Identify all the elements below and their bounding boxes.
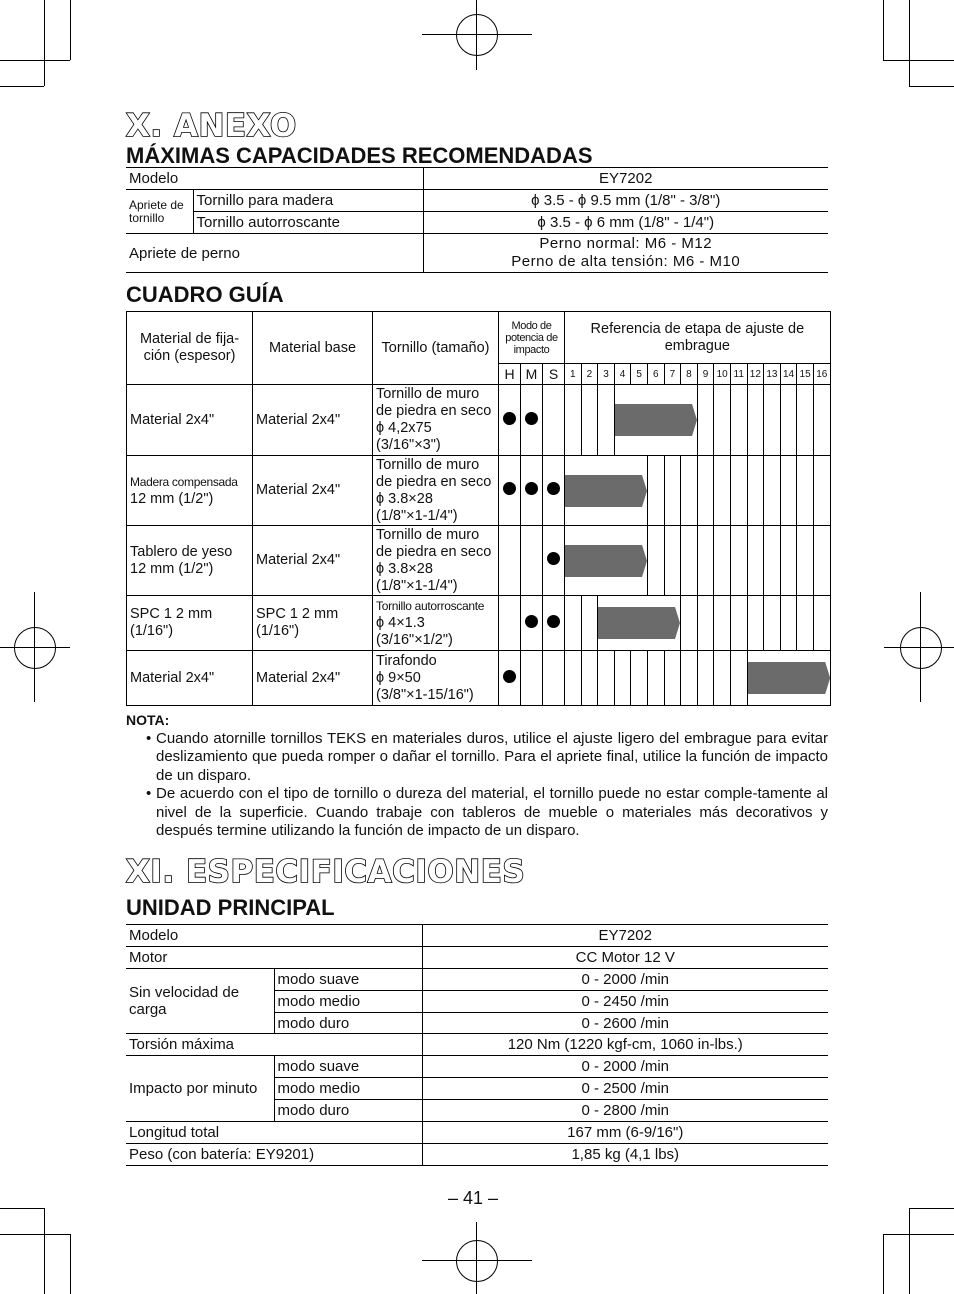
row-tornillo-size: ϕ 4×1.3 <box>376 614 425 631</box>
stage-range-cell <box>565 526 648 596</box>
stage-cell <box>813 526 830 596</box>
stage-cell <box>664 456 681 526</box>
row-tornillo-type: Tornillo autorroscante <box>376 598 485 613</box>
mode-dot-icon <box>503 482 516 495</box>
mode-cell <box>521 526 543 596</box>
stage-cell <box>730 596 747 651</box>
row-tornillo <box>373 651 499 706</box>
mode-dot-icon <box>547 482 560 495</box>
stage-cell <box>565 651 582 706</box>
mode-cell <box>543 385 565 456</box>
row-tornillo <box>373 385 499 456</box>
stage-cell <box>747 385 764 456</box>
stage-range-arrow-icon <box>615 403 697 437</box>
mode-header: H <box>499 364 521 385</box>
specs-table <box>126 924 828 1166</box>
stage-cell <box>797 526 814 596</box>
stage-header: 15 <box>797 364 814 385</box>
stage-cell <box>681 596 698 651</box>
mode-cell <box>521 651 543 706</box>
capacities-title: MÁXIMAS CAPACIDADES RECOMENDADAS <box>126 143 593 168</box>
stage-cell <box>598 385 615 456</box>
stage-cell <box>747 526 764 596</box>
spec-modelo-label: Modelo <box>126 925 422 947</box>
unit-title: UNIDAD PRINCIPAL <box>126 895 335 920</box>
row-fijacion <box>127 526 253 596</box>
stage-cell <box>730 385 747 456</box>
spec-impacto-value: 0 - 2500 /min <box>422 1078 828 1100</box>
stage-cell <box>780 526 797 596</box>
row-fijacion <box>127 596 253 651</box>
spec-modelo-value: EY7202 <box>422 925 828 947</box>
stage-header: 4 <box>614 364 631 385</box>
row-fijacion-main: Material 2x4" <box>130 411 215 428</box>
mode-header: S <box>543 364 565 385</box>
perno-normal: Perno normal: M6 - M12 <box>539 235 713 252</box>
spec-sinvel-mode: modo suave <box>274 968 422 990</box>
stage-cell <box>764 385 781 456</box>
row-fijacion-small: Madera compensada <box>130 474 238 489</box>
spec-impacto-value: 0 - 2000 /min <box>422 1056 828 1078</box>
spec-impacto-mode: modo duro <box>274 1100 422 1122</box>
spec-torsion-value: 120 Nm (1220 kgf-cm, 1060 in-lbs.) <box>422 1034 828 1056</box>
anexo-title: X. ANEXO <box>126 108 297 144</box>
row-tornillo-size: (3/16"×1/2") <box>376 631 453 648</box>
row-tornillo-size: (1/8"×1-1/4") <box>376 507 458 524</box>
row-fijacion-main: 12 mm (1/2") <box>130 490 214 507</box>
stage-range-cell <box>598 596 681 651</box>
guide-row <box>127 526 831 596</box>
spec-impacto-label: Impacto por minuto <box>126 1056 274 1122</box>
spec-longitud-label: Longitud total <box>126 1122 422 1144</box>
specs-title: XI. ESPECIFICACIONES <box>126 854 526 890</box>
guide-title: CUADRO GUÍA <box>126 282 284 307</box>
spec-torsion-label: Torsión máxima <box>126 1034 422 1056</box>
mode-dot-icon <box>525 615 538 628</box>
mode-cell <box>499 596 521 651</box>
stage-range-arrow-icon <box>748 661 830 695</box>
stage-cell <box>697 385 714 456</box>
row-base: Material 2x4" <box>253 456 373 526</box>
stage-cell <box>631 651 648 706</box>
spec-impacto-mode: modo medio <box>274 1078 422 1100</box>
spec-sinvel-value: 0 - 2000 /min <box>422 968 828 990</box>
stage-cell <box>647 456 664 526</box>
row-tornillo <box>373 456 499 526</box>
row-base: Material 2x4" <box>253 526 373 596</box>
mode-cell <box>543 596 565 651</box>
row-fijacion-main: SPC 1 2 mm (1/16") <box>130 606 213 639</box>
stage-cell <box>797 456 814 526</box>
stage-cell <box>730 526 747 596</box>
perno-alta: Perno de alta tensión: M6 - M10 <box>511 253 741 270</box>
stage-cell <box>697 596 714 651</box>
stage-header: 7 <box>664 364 681 385</box>
stage-cell <box>714 385 731 456</box>
guide-row <box>127 651 831 706</box>
row-base: Material 2x4" <box>253 651 373 706</box>
stage-cell <box>647 651 664 706</box>
mode-dot-icon <box>503 670 516 683</box>
stage-range-arrow-icon <box>565 544 647 578</box>
mode-cell <box>521 456 543 526</box>
stage-cell <box>664 526 681 596</box>
mode-cell <box>499 456 521 526</box>
row-tornillo-size: ϕ 4,2x75 <box>376 420 432 436</box>
page-number: – 41 – <box>448 1188 499 1208</box>
guide-row <box>127 596 831 651</box>
row-tornillo-type: Tornillo de muro de piedra en seco <box>376 386 492 419</box>
autorroscante-value: ϕ 3.5 - ϕ 6 mm (1/8" - 1/4") <box>423 212 828 234</box>
stage-cell <box>714 526 731 596</box>
mode-cell <box>499 526 521 596</box>
spec-sinvel-mode: modo duro <box>274 1012 422 1034</box>
spec-motor-label: Motor <box>126 946 422 968</box>
mode-dot-icon <box>547 615 560 628</box>
spec-peso-label: Peso (con batería: EY9201) <box>126 1143 422 1165</box>
spec-impacto-mode: modo suave <box>274 1056 422 1078</box>
stage-cell <box>764 526 781 596</box>
mode-cell <box>521 385 543 456</box>
stage-header: 13 <box>764 364 781 385</box>
stage-header: 5 <box>631 364 648 385</box>
stage-range-cell <box>614 385 697 456</box>
cap-modelo-label: Modelo <box>126 168 423 190</box>
stage-cell <box>747 456 764 526</box>
capacities-table <box>126 167 828 273</box>
stage-cell <box>581 385 598 456</box>
mode-cell <box>499 651 521 706</box>
row-tornillo-size: (3/8"×1-15/16") <box>376 686 474 703</box>
stage-header: 11 <box>730 364 747 385</box>
spec-sinvel-label: Sin velocidad de carga <box>126 968 274 1034</box>
header-modo: Modo de potencia de impacto <box>499 312 565 364</box>
stage-cell <box>780 596 797 651</box>
stage-cell <box>813 596 830 651</box>
stage-cell <box>813 456 830 526</box>
row-tornillo-size: ϕ 3.8×28 <box>376 560 433 577</box>
stage-cell <box>697 456 714 526</box>
row-fijacion <box>127 456 253 526</box>
header-referencia: Referencia de etapa de ajuste de embrague <box>565 312 831 364</box>
stage-cell <box>598 651 615 706</box>
stage-header: 6 <box>647 364 664 385</box>
stage-cell <box>730 456 747 526</box>
stage-cell <box>714 651 731 706</box>
stage-cell <box>565 385 582 456</box>
stage-header: 3 <box>598 364 615 385</box>
guide-table <box>126 311 831 706</box>
stage-cell <box>730 651 747 706</box>
stage-cell <box>780 385 797 456</box>
stage-cell <box>780 456 797 526</box>
guide-row <box>127 385 831 456</box>
mode-cell <box>499 385 521 456</box>
nota-bullet-1: • Cuando atornille tornillos TEKS en materiales duros, utilice el ajuste ligero del embrague para evitar deslizamiento que pueda romper o dañar el tornillo. Para el apriete final, utilice la función de impacto de un disparo. <box>146 729 828 784</box>
stage-range-arrow-icon <box>598 606 680 640</box>
stage-cell <box>681 456 698 526</box>
stage-header: 1 <box>565 364 582 385</box>
mode-cell <box>543 526 565 596</box>
nota-title: NOTA: <box>126 712 170 728</box>
row-fijacion <box>127 651 253 706</box>
madera-value: ϕ 3.5 - ϕ 9.5 mm (1/8" - 3/8") <box>423 190 828 212</box>
spec-longitud-value: 167 mm (6-9/16") <box>422 1122 828 1144</box>
stage-header: 10 <box>714 364 731 385</box>
stage-cell <box>681 651 698 706</box>
stage-cell <box>664 651 681 706</box>
stage-cell <box>714 596 731 651</box>
stage-cell <box>764 456 781 526</box>
spec-sinvel-mode: modo medio <box>274 990 422 1012</box>
perno-label: Apriete de perno <box>126 234 423 273</box>
row-fijacion-main: Material 2x4" <box>130 669 215 686</box>
mode-cell <box>521 596 543 651</box>
stage-cell <box>797 596 814 651</box>
nota-bullet-2: • De acuerdo con el tipo de tornillo o dureza del material, el tornillo puede no estar comple-tamente al nivel de la superficie. Cuando trabaje con tableros de mueble o materiales más decorativos y después termine utilizando la función de impacto de un disparo. <box>146 785 828 839</box>
mode-dot-icon <box>525 482 538 495</box>
stage-cell <box>714 456 731 526</box>
madera-label: Tornillo para madera <box>193 190 423 212</box>
nota <box>126 711 828 841</box>
spec-sinvel-value: 0 - 2450 /min <box>422 990 828 1012</box>
header-fijacion: Material de fija-ción (espesor) <box>127 312 253 385</box>
autorroscante-label: Tornillo autorroscante <box>193 212 423 234</box>
header-tornillo: Tornillo (tamaño) <box>373 312 499 385</box>
stage-header: 8 <box>681 364 698 385</box>
stage-cell <box>565 596 582 651</box>
mode-header: M <box>521 364 543 385</box>
row-tornillo-size: ϕ 9×50 <box>376 669 421 686</box>
stage-header: 9 <box>697 364 714 385</box>
mode-dot-icon <box>525 412 538 425</box>
stage-cell <box>614 651 631 706</box>
mode-dot-icon <box>547 552 560 565</box>
spec-motor-value: CC Motor 12 V <box>422 946 828 968</box>
row-tornillo-type: Tornillo de muro de piedra en seco <box>376 456 492 490</box>
stage-header: 2 <box>581 364 598 385</box>
apriete-tornillo-label: Apriete de tornillo <box>126 190 193 234</box>
cap-modelo-value: EY7202 <box>423 168 828 190</box>
stage-header: 12 <box>747 364 764 385</box>
spec-peso-value: 1,85 kg (4,1 lbs) <box>422 1143 828 1165</box>
stage-cell <box>581 596 598 651</box>
stage-cell <box>797 385 814 456</box>
stage-cell <box>697 651 714 706</box>
row-tornillo-size: (3/16"×3") <box>376 437 441 453</box>
row-tornillo <box>373 596 499 651</box>
stage-cell <box>747 596 764 651</box>
row-tornillo-size: (1/8"×1-1/4") <box>376 577 458 594</box>
header-base: Material base <box>253 312 373 385</box>
stage-header: 14 <box>780 364 797 385</box>
row-fijacion-main: Tablero de yeso 12 mm (1/2") <box>130 543 233 577</box>
row-tornillo-size: ϕ 3.8×28 <box>376 490 433 507</box>
stage-cell <box>647 526 664 596</box>
mode-dot-icon <box>503 412 516 425</box>
stage-range-cell <box>747 651 830 706</box>
row-base: Material 2x4" <box>253 385 373 456</box>
spec-sinvel-value: 0 - 2600 /min <box>422 1012 828 1034</box>
spec-impacto-value: 0 - 2800 /min <box>422 1100 828 1122</box>
row-tornillo-type: Tornillo de muro de piedra en seco <box>376 526 492 560</box>
row-fijacion <box>127 385 253 456</box>
stage-cell <box>681 526 698 596</box>
stage-cell <box>764 596 781 651</box>
mode-cell <box>543 651 565 706</box>
stage-cell <box>581 651 598 706</box>
stage-range-cell <box>565 456 648 526</box>
guide-row <box>127 456 831 526</box>
row-tornillo-type: Tirafondo <box>376 652 437 669</box>
row-base: SPC 1 2 mm (1/16") <box>253 596 373 651</box>
stage-cell <box>813 385 830 456</box>
stage-range-arrow-icon <box>565 474 647 508</box>
mode-cell <box>543 456 565 526</box>
stage-cell <box>697 526 714 596</box>
stage-header: 16 <box>813 364 830 385</box>
row-tornillo <box>373 526 499 596</box>
